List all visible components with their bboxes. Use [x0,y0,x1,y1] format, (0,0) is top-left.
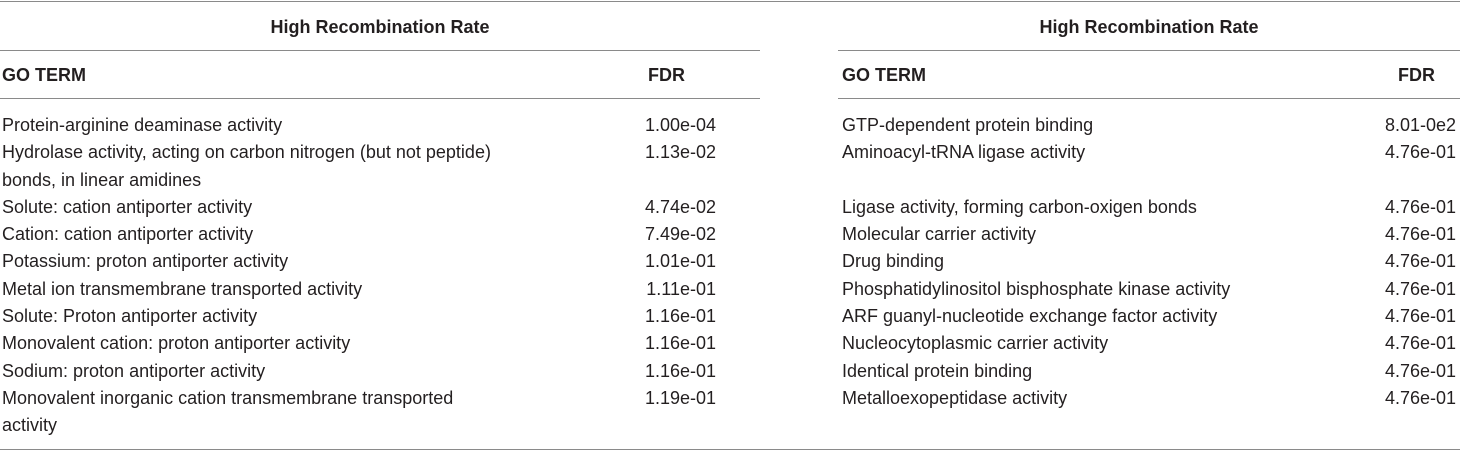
table-row [0,330,760,357]
table-top-rule [0,1,1460,2]
go-term-cell: Sodium: proton antiporter activity [2,360,266,381]
go-term-cell: Hydrolase activity, acting on carbon nitrogen (but not peptide) bonds, in linear amidines [2,142,491,190]
go-term-cell: Identical protein binding [842,360,1033,381]
table-row [838,139,1460,194]
table-row [0,303,760,330]
table-row [0,276,760,303]
left-col-go-term-header: GO TERM [2,65,86,85]
table-bottom-rule [0,449,1460,450]
table-row [0,385,760,440]
left-group-title: High Recombination Rate [270,17,490,37]
table-row [0,194,760,221]
fdr-cell: 4.76e-01 [1384,360,1456,381]
table-row [0,221,760,248]
fdr-cell: 1.11e-01 [646,278,716,299]
left-col-fdr-header: FDR [648,65,685,85]
fdr-cell: 7.49e-02 [644,224,716,245]
fdr-cell: 4.74e-02 [644,196,716,217]
fdr-cell: 4.76e-01 [1384,251,1456,272]
fdr-cell: 1.19e-01 [644,387,716,408]
go-term-cell: Nucleocytoplasmic carrier activity [842,333,1109,354]
table-row [838,303,1460,330]
table-row [0,358,760,385]
right-group-rule [838,50,1460,51]
fdr-cell: 1.13e-02 [644,142,716,163]
right-header-rule [838,98,1460,99]
left-table-body [0,112,760,440]
go-term-cell: Monovalent inorganic cation transmembrane transported activity [2,387,454,436]
right-group-title: High Recombination Rate [1039,17,1259,37]
go-term-cell: Solute: Proton antiporter activity [2,306,258,327]
table-row [838,194,1460,221]
fdr-cell: 4.76e-01 [1384,278,1456,299]
go-term-cell: Phosphatidylinositol bisphosphate kinase activity [842,278,1231,299]
go-term-cell: Metalloexopeptidase activity [842,387,1068,408]
fdr-cell: 1.16e-01 [644,306,716,327]
left-group-rule [0,50,760,51]
right-col-go-term-header: GO TERM [842,65,926,85]
table-row [838,385,1460,412]
go-term-cell: Molecular carrier activity [842,224,1037,245]
table-row [838,248,1460,275]
table-row [838,276,1460,303]
table-row [838,358,1460,385]
left-header-rule [0,98,760,99]
fdr-cell: 4.76e-01 [1384,306,1456,327]
fdr-cell: 4.76e-01 [1384,196,1456,217]
go-term-cell: Potassium: proton antiporter activity [2,251,289,272]
table-row [0,248,760,275]
right-col-fdr-header: FDR [1398,65,1435,85]
table-row [838,221,1460,248]
fdr-cell: 1.00e-04 [644,115,716,135]
go-term-cell: Aminoacyl-tRNA ligase activity [842,142,1086,163]
go-term-cell: GTP-dependent protein binding [842,115,1094,135]
go-term-cell: ARF guanyl-nucleotide exchange factor activity [842,306,1218,327]
go-term-cell: Solute: cation antiporter activity [2,196,253,217]
go-term-cell: Drug binding [842,251,945,272]
go-term-cell: Cation: cation antiporter activity [2,224,254,245]
table-row [838,112,1460,139]
table-row [838,330,1460,357]
fdr-cell: 4.76e-01 [1384,142,1456,163]
table-row [0,139,760,194]
table-row [0,112,760,139]
right-table-body [838,112,1460,412]
go-term-cell: Monovalent cation: proton antiporter activity [2,333,351,354]
fdr-cell: 4.76e-01 [1384,333,1456,354]
go-term-cell: Protein-arginine deaminase activity [2,115,283,135]
go-term-cell: Ligase activity, forming carbon-oxigen bonds [842,196,1197,217]
fdr-cell: 1.01e-01 [644,251,716,272]
go-term-cell: Metal ion transmembrane transported activity [2,278,363,299]
fdr-cell: 8.01-0e2 [1384,115,1456,135]
fdr-cell: 1.16e-01 [644,333,716,354]
fdr-cell: 4.76e-01 [1384,224,1456,245]
fdr-cell: 4.76e-01 [1384,387,1456,408]
fdr-cell: 1.16e-01 [644,360,716,381]
